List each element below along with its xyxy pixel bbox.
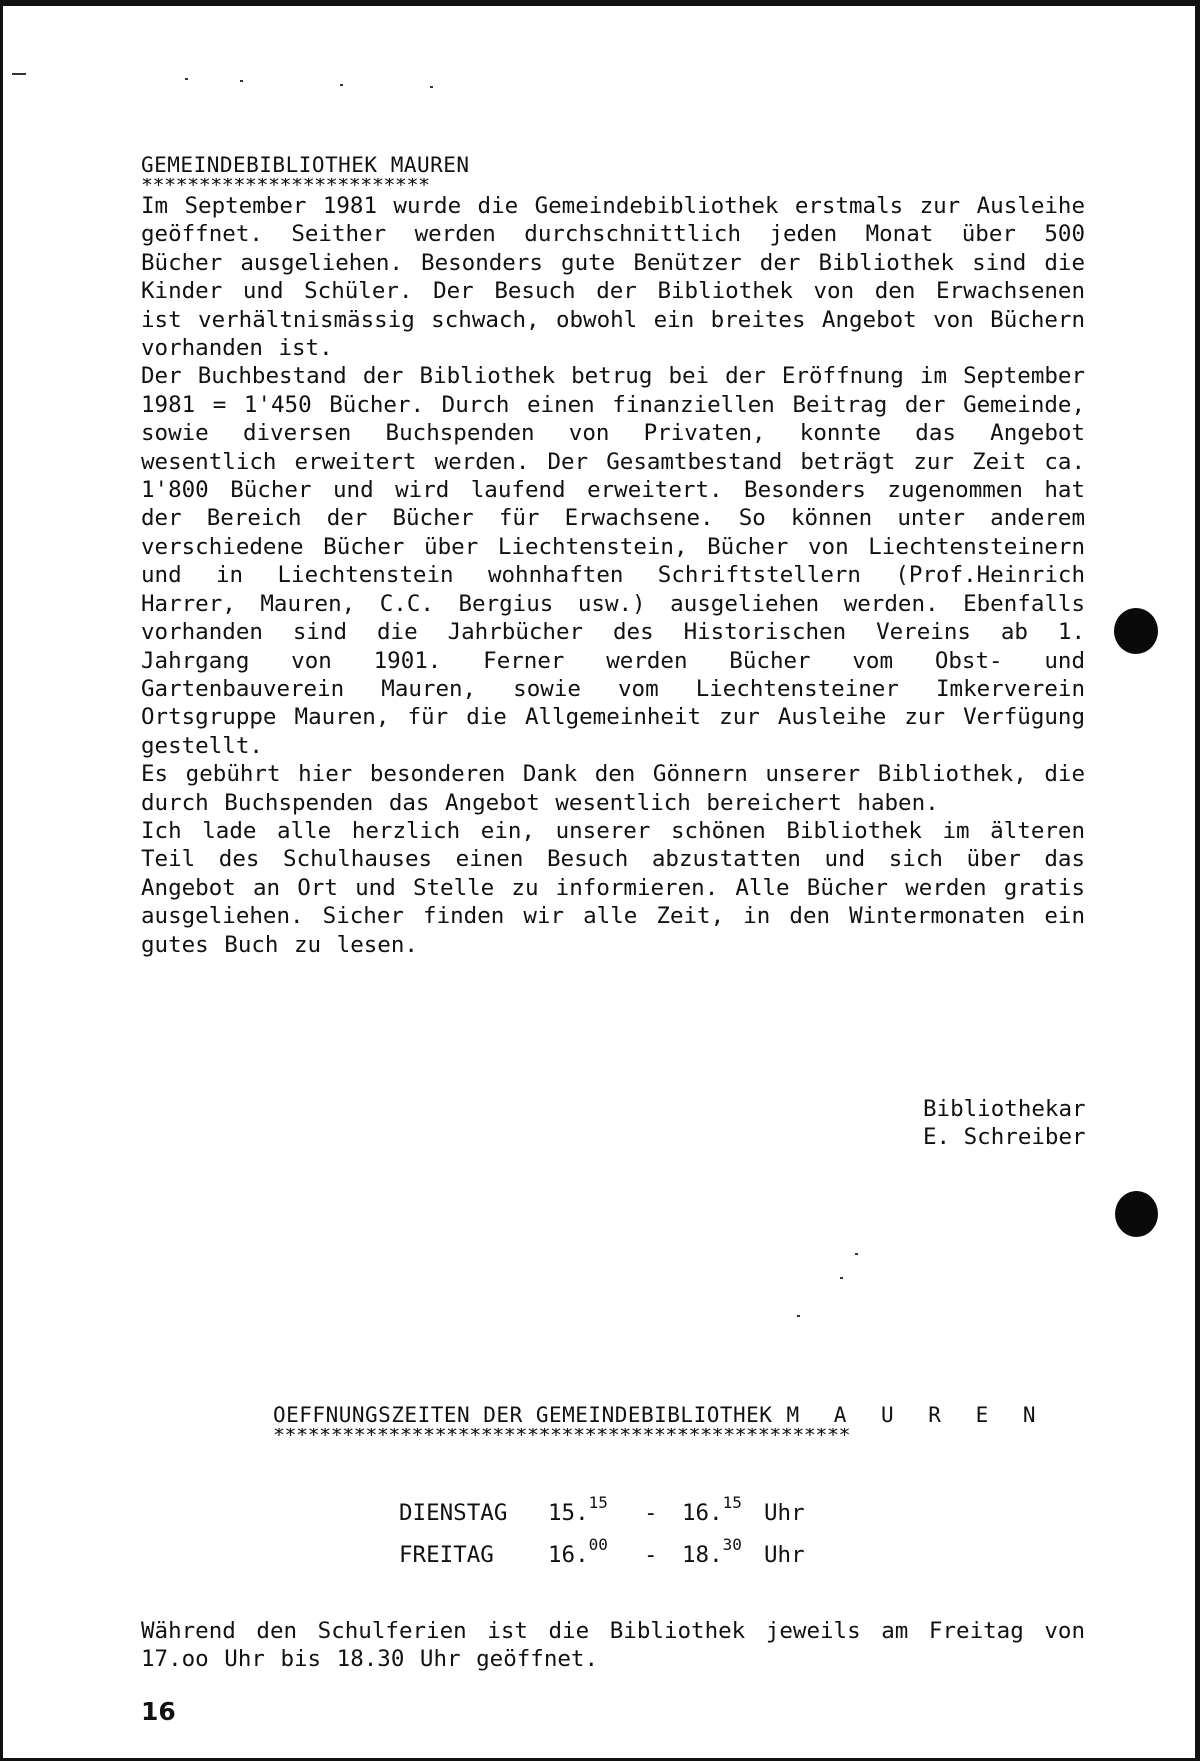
scan-speck: [855, 1253, 858, 1255]
paragraph-book-stock: Der Buchbestand der Bibliothek betrug bei der Eröffnung im September 1981 = 1'450 Bücher. Durch einen finanziellen Beitrag der Gemeinde, sowie diversen Buchspenden von Privaten, konnte das Angebot wesentlich erweitert werden. Der Gesamtbestand beträgt zur Zeit ca. 1'800 Bücher und wird laufend erweitert. Besonders zugenommen hat der Bereich der Bücher für Erwachsene. So können unter anderem verschiedene Bücher über Liechtenstein, Bücher von Liechtensteinern und in Liechtenstein wohnhaften Schriftstellern (Prof.Heinrich Harrer, Mauren, C.C. Bergius usw.) ausgeliehen werden. Ebenfalls vorhanden sind die Jahrbücher des Historischen Vereins ab 1. Jahrgang von 1901. Ferner werden Bücher vom Obst- und Gartenbauverein Mauren, sowie vom Liechtensteiner Imkerverein Ortsgruppe Mauren, für die Allgemeinheit zur Ausleihe zur Verfügung gestellt.: [141, 363, 1085, 759]
signature-name: E. Schreiber: [923, 1124, 1086, 1151]
opening-hours-title: [273, 1402, 1047, 1428]
opening-hours-title-text: OEFFNUNGSZEITEN DER GEMEINDEBIBLIOTHEK: [273, 1403, 773, 1427]
signature-role: Bibliothekar: [923, 1096, 1086, 1122]
scan-speck: [12, 73, 26, 75]
hours-day: FREITAG: [399, 1542, 494, 1568]
article: [141, 152, 1085, 959]
signature: [923, 1095, 1086, 1152]
hours-from: 16.00: [548, 1535, 608, 1568]
opening-hours-header: [273, 1402, 1047, 1442]
paragraph-opening: Im September 1981 wurde die Gemeindebibliothek erstmals zur Ausleihe geöffnet. Seither werden durchschnittlich jeden Monat über 500 Bücher ausgeliehen. Besonders gute Benützer der Bibliothek sind die Kinder und Schüler. Der Besuch der Bibliothek von den Erwachsenen ist verhältnismässig schwach, obwohl ein breites Angebot von Büchern vorhanden ist.: [141, 193, 1085, 362]
hours-dash: -: [644, 1542, 658, 1568]
scan-speck: [797, 1315, 800, 1317]
scan-speck: [840, 1277, 843, 1279]
scan-speck: [240, 80, 243, 82]
paragraph-invitation: Ich lade alle herzlich ein, unserer schönen Bibliothek im älteren Teil des Schulhauses einen Besuch abzustatten und sich über das Angebot an Ort und Stelle zu informieren. Alle Bücher werden gratis ausgeliehen. Sicher finden wir alle Zeit, in den Wintermonaten ein gutes Buch zu lesen.: [141, 817, 1085, 958]
page-number: 16: [141, 1697, 176, 1726]
scan-speck: [430, 86, 433, 88]
opening-hours-title-place: M A U R E N: [786, 1403, 1047, 1427]
article-title: GEMEINDEBIBLIOTHEK MAUREN: [141, 153, 470, 177]
opening-hours-underline: **************************************************: [273, 1428, 851, 1442]
holiday-note: Während den Schulferien ist die Bibliothek jeweils am Freitag von 17.oo Uhr bis 18.30 Uhr geöffnet.: [141, 1618, 1085, 1673]
punch-hole-icon: [1114, 608, 1158, 654]
hours-unit: Uhr: [764, 1500, 805, 1526]
hours-to: 18.30: [682, 1535, 742, 1568]
punch-hole-icon: [1115, 1191, 1158, 1237]
hours-dash: -: [644, 1500, 658, 1526]
scan-speck: [340, 84, 343, 86]
hours-unit: Uhr: [764, 1542, 805, 1568]
scan-speck: [185, 78, 188, 80]
hours-from: 15.15: [548, 1493, 608, 1526]
hours-to: 16.15: [682, 1493, 742, 1526]
article-title-underline: *************************: [141, 178, 430, 192]
paragraph-thanks: Es gebührt hier besonderen Dank den Gönnern unserer Bibliothek, die durch Buchspenden das Angebot wesentlich bereichert haben.: [141, 761, 1085, 816]
hours-day: DIENSTAG: [399, 1500, 508, 1526]
